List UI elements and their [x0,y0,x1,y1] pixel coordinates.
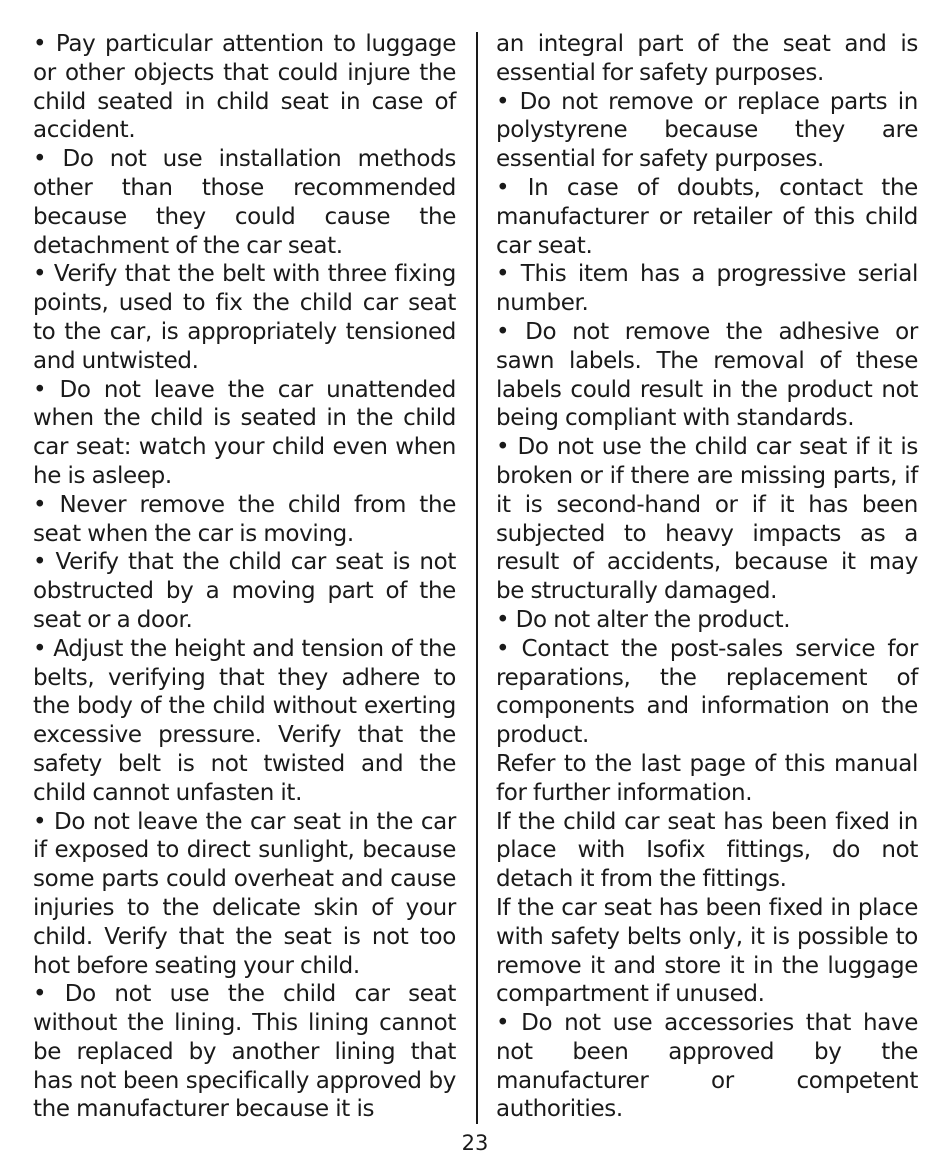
safety-note: If the child car seat has been fixed in place with Isofix fittings, do not detach it from the fittings. [496,808,918,893]
safety-note: • Do not alter the product. [496,606,791,633]
safety-note: • Do not leave the car seat in the car if exposed to direct sunlight, because some parts could overheat and cause injuries to the delicate skin of your child. Verify that the seat is not too hot before seating your child. [33,808,456,979]
safety-note: • Adjust the height and tension of the belts, verifying that they adhere to the body of the child without exerting excessive pressure. Verify that the safety belt is not twisted and the child cannot unfasten it. [33,635,456,806]
safety-note: • Verify that the belt with three fixing points, used to fix the child car seat to the car, is appropriately tensioned and untwisted. [33,261,456,374]
safety-note: • Verify that the child car seat is not obstructed by a moving part of the seat or a door. [33,549,456,633]
column-divider [476,32,478,1124]
safety-note: an integral part of the seat and is essential for safety purposes. [496,31,918,86]
safety-note: • Do not use accessories that have not been approved by the manufacturer or competent authorities. [496,1010,918,1123]
safety-note: • Contact the post-sales service for reparations, the replacement of components and information on the product. [496,635,918,749]
safety-note: • Do not remove the adhesive or sawn labels. The removal of these labels could result in the product not being compliant with standards. [496,318,918,432]
safety-note: • This item has a progressive serial number. [496,261,918,317]
page-number: 23 [461,1131,489,1155]
safety-note: • In case of doubts, contact the manufacturer or retailer of this child car seat. [496,174,918,259]
safety-note: • Do not use installation methods other than those recommended because they could cause the detachment of the car seat. [33,146,456,259]
right-column [496,30,918,1124]
safety-note: If the car seat has been fixed in place with safety belts only, it is possible to remove it and store it in the luggage compartment if unused. [496,894,918,1008]
safety-note: • Do not use the child car seat without the lining. This lining cannot be replaced by another lining that has not been specifically approved by the manufacturer because it is [33,981,456,1123]
safety-note: • Do not remove or replace parts in polystyrene because they are essential for safety purposes. [496,88,918,173]
safety-note: • Do not use the child car seat if it is broken or if there are missing parts, if it is second-hand or if it has been subjected to heavy impacts as a result of accidents, because it may be structurally damaged. [496,434,918,605]
safety-note: • Never remove the child from the seat when the car is moving. [33,491,456,547]
safety-note: • Do not leave the car unattended when the child is seated in the child car seat: watch your child even when he is asleep. [33,376,456,489]
safety-note: • Pay particular attention to luggage or other objects that could injure the child seated in child seat in case of accident. [33,31,456,144]
safety-note: Refer to the last page of this manual for further information. [496,750,918,806]
left-column [33,30,456,1124]
